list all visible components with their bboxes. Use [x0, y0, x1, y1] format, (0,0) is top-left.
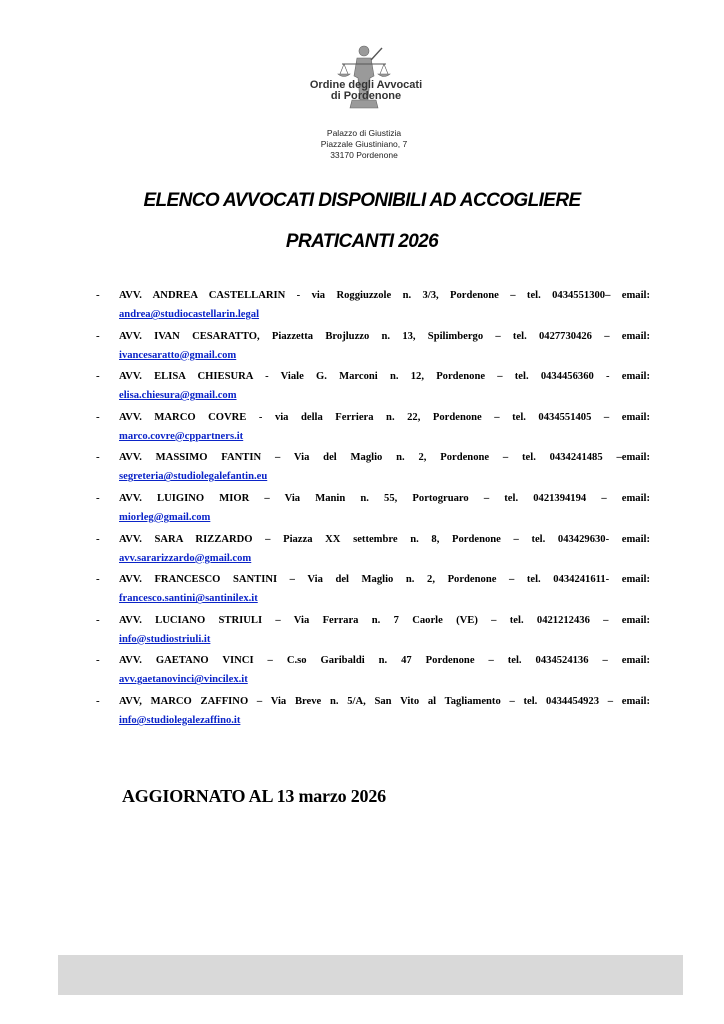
list-item	[96, 449, 650, 490]
address-block	[300, 128, 428, 161]
lawyer-list	[96, 287, 650, 734]
address-line2: Piazzale Giustiniano, 7	[320, 139, 408, 149]
email-link[interactable]: ivancesaratto@gmail.com	[119, 349, 237, 361]
lawyer-details: AVV. SARA RIZZARDO – Piazza XX settembre n. 8, Pordenone – tel. 043429630- email:	[119, 533, 650, 545]
title-line2: PRATICANTI 2026	[285, 231, 439, 252]
lawyer-details: AVV. LUIGINO MIOR – Via Manin n. 55, Portogruaro – tel. 0421394194 – email:	[119, 492, 650, 504]
lawyer-details: AVV. MARCO COVRE - via della Ferriera n. 22, Pordenone – tel. 0434551405 – email:	[119, 411, 650, 423]
list-item	[96, 693, 650, 734]
list-bullet: -	[96, 532, 100, 545]
list-bullet: -	[96, 613, 100, 626]
list-item	[96, 287, 650, 328]
list-item	[96, 612, 650, 653]
lawyer-details: AVV. LUCIANO STRIULI – Via Ferrara n. 7 Caorle (VE) – tel. 0421212436 – email:	[119, 614, 650, 626]
lawyer-details: AVV. IVAN CESARATTO, Piazzetta Brojluzzo n. 13, Spilimbergo – tel. 0427730426 – email:	[119, 330, 650, 342]
email-link[interactable]: avv.gaetanovinci@vincilex.it	[119, 674, 248, 686]
list-item	[96, 531, 650, 572]
email-link[interactable]: miorleg@gmail.com	[119, 511, 211, 523]
address-line1: Palazzo di Giustizia	[326, 128, 402, 138]
lawyer-details: AVV. ANDREA CASTELLARIN - via Roggiuzzole n. 3/3, Pordenone – tel. 0434551300– email:	[119, 290, 650, 301]
org-name-line1: Ordine degli Avvocati	[309, 79, 423, 91]
list-bullet: -	[96, 573, 100, 586]
list-bullet: -	[96, 694, 100, 707]
email-link[interactable]: marco.covre@cppartners.it	[119, 430, 244, 442]
list-item	[96, 571, 650, 612]
email-link[interactable]: andrea@studiocastellarin.legal	[119, 309, 260, 320]
email-link[interactable]: info@studiolegalezaffino.it	[119, 714, 241, 726]
list-item	[96, 409, 650, 450]
org-name	[304, 80, 428, 102]
address-line3: 33170 Pordenone	[330, 150, 398, 160]
list-item	[96, 490, 650, 531]
list-bullet: -	[96, 289, 100, 301]
title-line1: ELENCO AVVOCATI DISPONIBILI AD ACCOGLIERE	[143, 190, 581, 211]
list-bullet: -	[96, 451, 100, 464]
lawyer-details: AVV. MASSIMO FANTIN – Via del Maglio n. 2, Pordenone – tel. 0434241485 –email:	[119, 452, 650, 464]
lawyer-details: AVV. FRANCESCO SANTINI – Via del Maglio n. 2, Pordenone – tel. 0434241611- email:	[119, 574, 650, 586]
lawyer-details: AVV, MARCO ZAFFINO – Via Breve n. 5/A, San Vito al Tagliamento – tel. 0434454923 – email:	[119, 695, 650, 707]
list-bullet: -	[96, 491, 100, 504]
list-bullet: -	[96, 370, 100, 383]
email-link[interactable]: segreteria@studiolegalefantin.eu	[119, 471, 268, 483]
list-item	[96, 368, 650, 409]
lawyer-details: AVV. GAETANO VINCI – C.so Garibaldi n. 47 Pordenone – tel. 0434524136 – email:	[119, 655, 650, 667]
email-link[interactable]: elisa.chiesura@gmail.com	[119, 390, 237, 402]
org-name-line2: di Pordenone	[330, 90, 402, 102]
list-bullet: -	[96, 329, 100, 342]
list-bullet: -	[96, 410, 100, 423]
list-bullet: -	[96, 654, 100, 667]
lawyer-details: AVV. ELISA CHIESURA - Viale G. Marconi n. 12, Pordenone – tel. 0434456360 - email:	[119, 371, 650, 383]
list-item	[96, 328, 650, 369]
letterhead	[300, 42, 460, 162]
email-link[interactable]: info@studiostriuli.it	[119, 633, 211, 645]
footer-bar	[58, 955, 683, 995]
email-link[interactable]: avv.sararizzardo@gmail.com	[119, 552, 252, 564]
list-item	[96, 652, 650, 693]
email-link[interactable]: francesco.santini@santinilex.it	[119, 593, 258, 605]
updated-date: AGGIORNATO AL 13 marzo 2026	[122, 786, 386, 806]
